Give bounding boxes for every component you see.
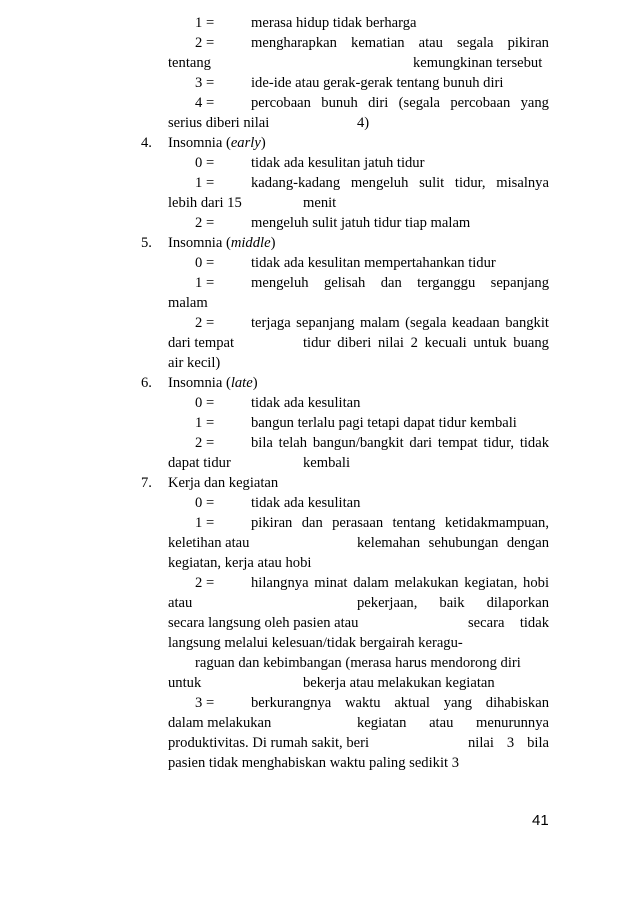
word: kelemahan	[357, 535, 421, 551]
text-line: Insomnia (middle)	[168, 235, 276, 251]
word: dalam	[353, 575, 389, 591]
word: percobaan	[251, 95, 311, 111]
text-line: produktivitas. Di rumah sakit, beri	[168, 735, 370, 751]
word: perasaan	[332, 515, 384, 531]
text-line: pasien tidak menghabiskan waktu paling sedikit 3	[168, 755, 460, 771]
word: terjaga	[251, 315, 291, 331]
text-line: mengeluh sulit jatuh tidur tiap malam	[251, 215, 471, 231]
text-line: 6.	[141, 375, 152, 391]
word: terganggu	[417, 275, 476, 291]
text-line: air kecil)	[168, 355, 221, 371]
word: sulit	[419, 175, 445, 191]
text-line	[357, 715, 549, 731]
word: tentang	[392, 515, 436, 531]
word: mengeluh	[350, 175, 409, 191]
word: tidur,	[483, 435, 515, 451]
word: dan	[380, 275, 402, 291]
word: bangun/bangkit	[312, 435, 404, 451]
text-line	[251, 515, 549, 531]
text-line: langsung melalui kelesuan/tidak bergairah keragu-	[168, 635, 463, 651]
text-line: 0 =	[195, 155, 215, 171]
word: gelisah	[323, 275, 366, 291]
word: tempat	[437, 435, 478, 451]
word: tidak	[519, 435, 549, 451]
text-line: tentang	[168, 55, 211, 71]
text-line: dalam melakukan	[168, 715, 272, 731]
word: buang	[513, 335, 549, 351]
word: berkurangnya	[251, 695, 332, 711]
text-line: tidak ada kesulitan mempertahankan tidur	[251, 255, 496, 271]
text-line: keletihan atau	[168, 535, 250, 551]
text-line	[251, 175, 549, 191]
text-line: 2 =	[195, 215, 215, 231]
word: yang	[520, 95, 549, 111]
text-line: untuk	[168, 675, 202, 691]
text-line: 2 =	[195, 315, 215, 331]
text-line	[303, 335, 549, 351]
text-line	[251, 35, 549, 51]
text-line: merasa hidup tidak berharga	[251, 15, 417, 31]
text-line	[251, 95, 549, 111]
word: dilaporkan	[486, 595, 549, 611]
word: kecuali	[424, 335, 467, 351]
word: bila	[251, 435, 273, 451]
word: dan	[301, 515, 323, 531]
word: hilangnya	[251, 575, 309, 591]
text-line	[357, 535, 549, 551]
text-line: kembali	[303, 455, 351, 471]
word: kadang-kadang	[251, 175, 341, 191]
text-line: 4)	[357, 115, 370, 131]
word: sehubungan	[428, 535, 499, 551]
text-line: 0 =	[195, 255, 215, 271]
italic-term: early	[230, 135, 261, 151]
text-line	[468, 615, 549, 631]
text-line: 3 =	[195, 75, 215, 91]
word: kematian	[351, 35, 405, 51]
text-line: 5.	[141, 235, 152, 251]
text-line	[357, 595, 549, 611]
word: tidur,	[454, 175, 486, 191]
text-line: raguan dan kebimbangan (merasa harus mendorong diri	[195, 655, 521, 671]
word: dengan	[506, 535, 549, 551]
text-line: 4.	[141, 135, 152, 151]
text-line: 3 =	[195, 695, 215, 711]
text-line: kemungkinan tersebut	[413, 55, 543, 71]
word: tidur	[303, 335, 331, 351]
text-line: Insomnia (early)	[168, 135, 266, 151]
word: pikiran	[251, 515, 293, 531]
text-line: 2 =	[195, 435, 215, 451]
word: mengharapkan	[251, 35, 337, 51]
text-line: 0 =	[195, 395, 215, 411]
word: untuk	[473, 335, 507, 351]
text-line: kegiatan, kerja atau hobi	[168, 555, 312, 571]
text-line: 4 =	[195, 95, 215, 111]
word: bunuh	[321, 95, 358, 111]
text-line	[251, 315, 549, 331]
word: misalnya	[496, 175, 549, 191]
text-line: secara langsung oleh pasien atau	[168, 615, 359, 631]
text-line: 1 =	[195, 175, 215, 191]
text-line: 2 =	[195, 575, 215, 591]
word: baik	[439, 595, 465, 611]
text-line	[251, 695, 549, 711]
word: atau	[429, 715, 454, 731]
word: keadaan	[451, 315, 500, 331]
word: sepanjang	[296, 315, 355, 331]
text-line: dari tempat	[168, 335, 235, 351]
word: hobi	[523, 575, 549, 591]
word: secara	[468, 615, 505, 631]
word: kegiatan,	[464, 575, 518, 591]
text-line: Insomnia (late)	[168, 375, 258, 391]
word: pikiran	[507, 35, 549, 51]
word: bangkit	[505, 315, 549, 331]
word: diberi	[337, 335, 372, 351]
word: kegiatan	[357, 715, 407, 731]
text-line: serius diberi nilai	[168, 115, 270, 131]
word: telah	[278, 435, 308, 451]
italic-term: late	[230, 375, 253, 391]
word: 2	[410, 335, 418, 351]
text-line: tidak ada kesulitan jatuh tidur	[251, 155, 425, 171]
word: 3	[506, 735, 515, 751]
text-line: bekerja atau melakukan kegiatan	[303, 675, 495, 691]
word: ketidakmampuan,	[444, 515, 549, 531]
word: diri	[368, 95, 389, 111]
word: (segala	[398, 95, 440, 111]
word: bila	[527, 735, 549, 751]
text-line: 1 =	[195, 275, 215, 291]
word: dihabiskan	[485, 695, 549, 711]
text-line: dapat tidur	[168, 455, 231, 471]
text-line: 1 =	[195, 415, 215, 431]
text-line: bangun terlalu pagi tetapi dapat tidur kembali	[251, 415, 517, 431]
text-line: Kerja dan kegiatan	[168, 475, 279, 491]
word: nilai	[377, 335, 404, 351]
word: tidak	[519, 615, 549, 631]
text-line: 0 =	[195, 495, 215, 511]
text-line: atau	[168, 595, 193, 611]
word: percobaan	[450, 95, 511, 111]
word: aktual	[394, 695, 430, 711]
text-line: lebih dari 15	[168, 195, 242, 211]
text-line: 7.	[141, 475, 152, 491]
word: malam	[359, 315, 400, 331]
word: dari	[409, 435, 433, 451]
word: nilai	[468, 735, 494, 751]
word: atau	[418, 35, 443, 51]
word: segala	[457, 35, 494, 51]
word: (segala	[405, 315, 447, 331]
word: pekerjaan,	[357, 595, 418, 611]
italic-term: middle	[230, 235, 271, 251]
text-line	[251, 275, 549, 291]
text-line: 1 =	[195, 515, 215, 531]
text-line: ide-ide atau gerak-gerak tentang bunuh diri	[251, 75, 504, 91]
word: minat	[314, 575, 348, 591]
word: mengeluh	[251, 275, 309, 291]
word: melakukan	[394, 575, 459, 591]
text-line: tidak ada kesulitan	[251, 495, 361, 511]
text-line: malam	[168, 295, 208, 311]
text-line: 1 =	[195, 15, 215, 31]
text-line	[251, 435, 549, 451]
word: sepanjang	[490, 275, 549, 291]
text-line	[251, 575, 549, 591]
word: menurunnya	[476, 715, 549, 731]
page-number: 41	[532, 812, 549, 829]
text-line: tidak ada kesulitan	[251, 395, 361, 411]
text-line	[468, 735, 549, 751]
text-line: 2 =	[195, 35, 215, 51]
word: yang	[443, 695, 473, 711]
text-line: menit	[303, 195, 337, 211]
word: waktu	[344, 695, 381, 711]
